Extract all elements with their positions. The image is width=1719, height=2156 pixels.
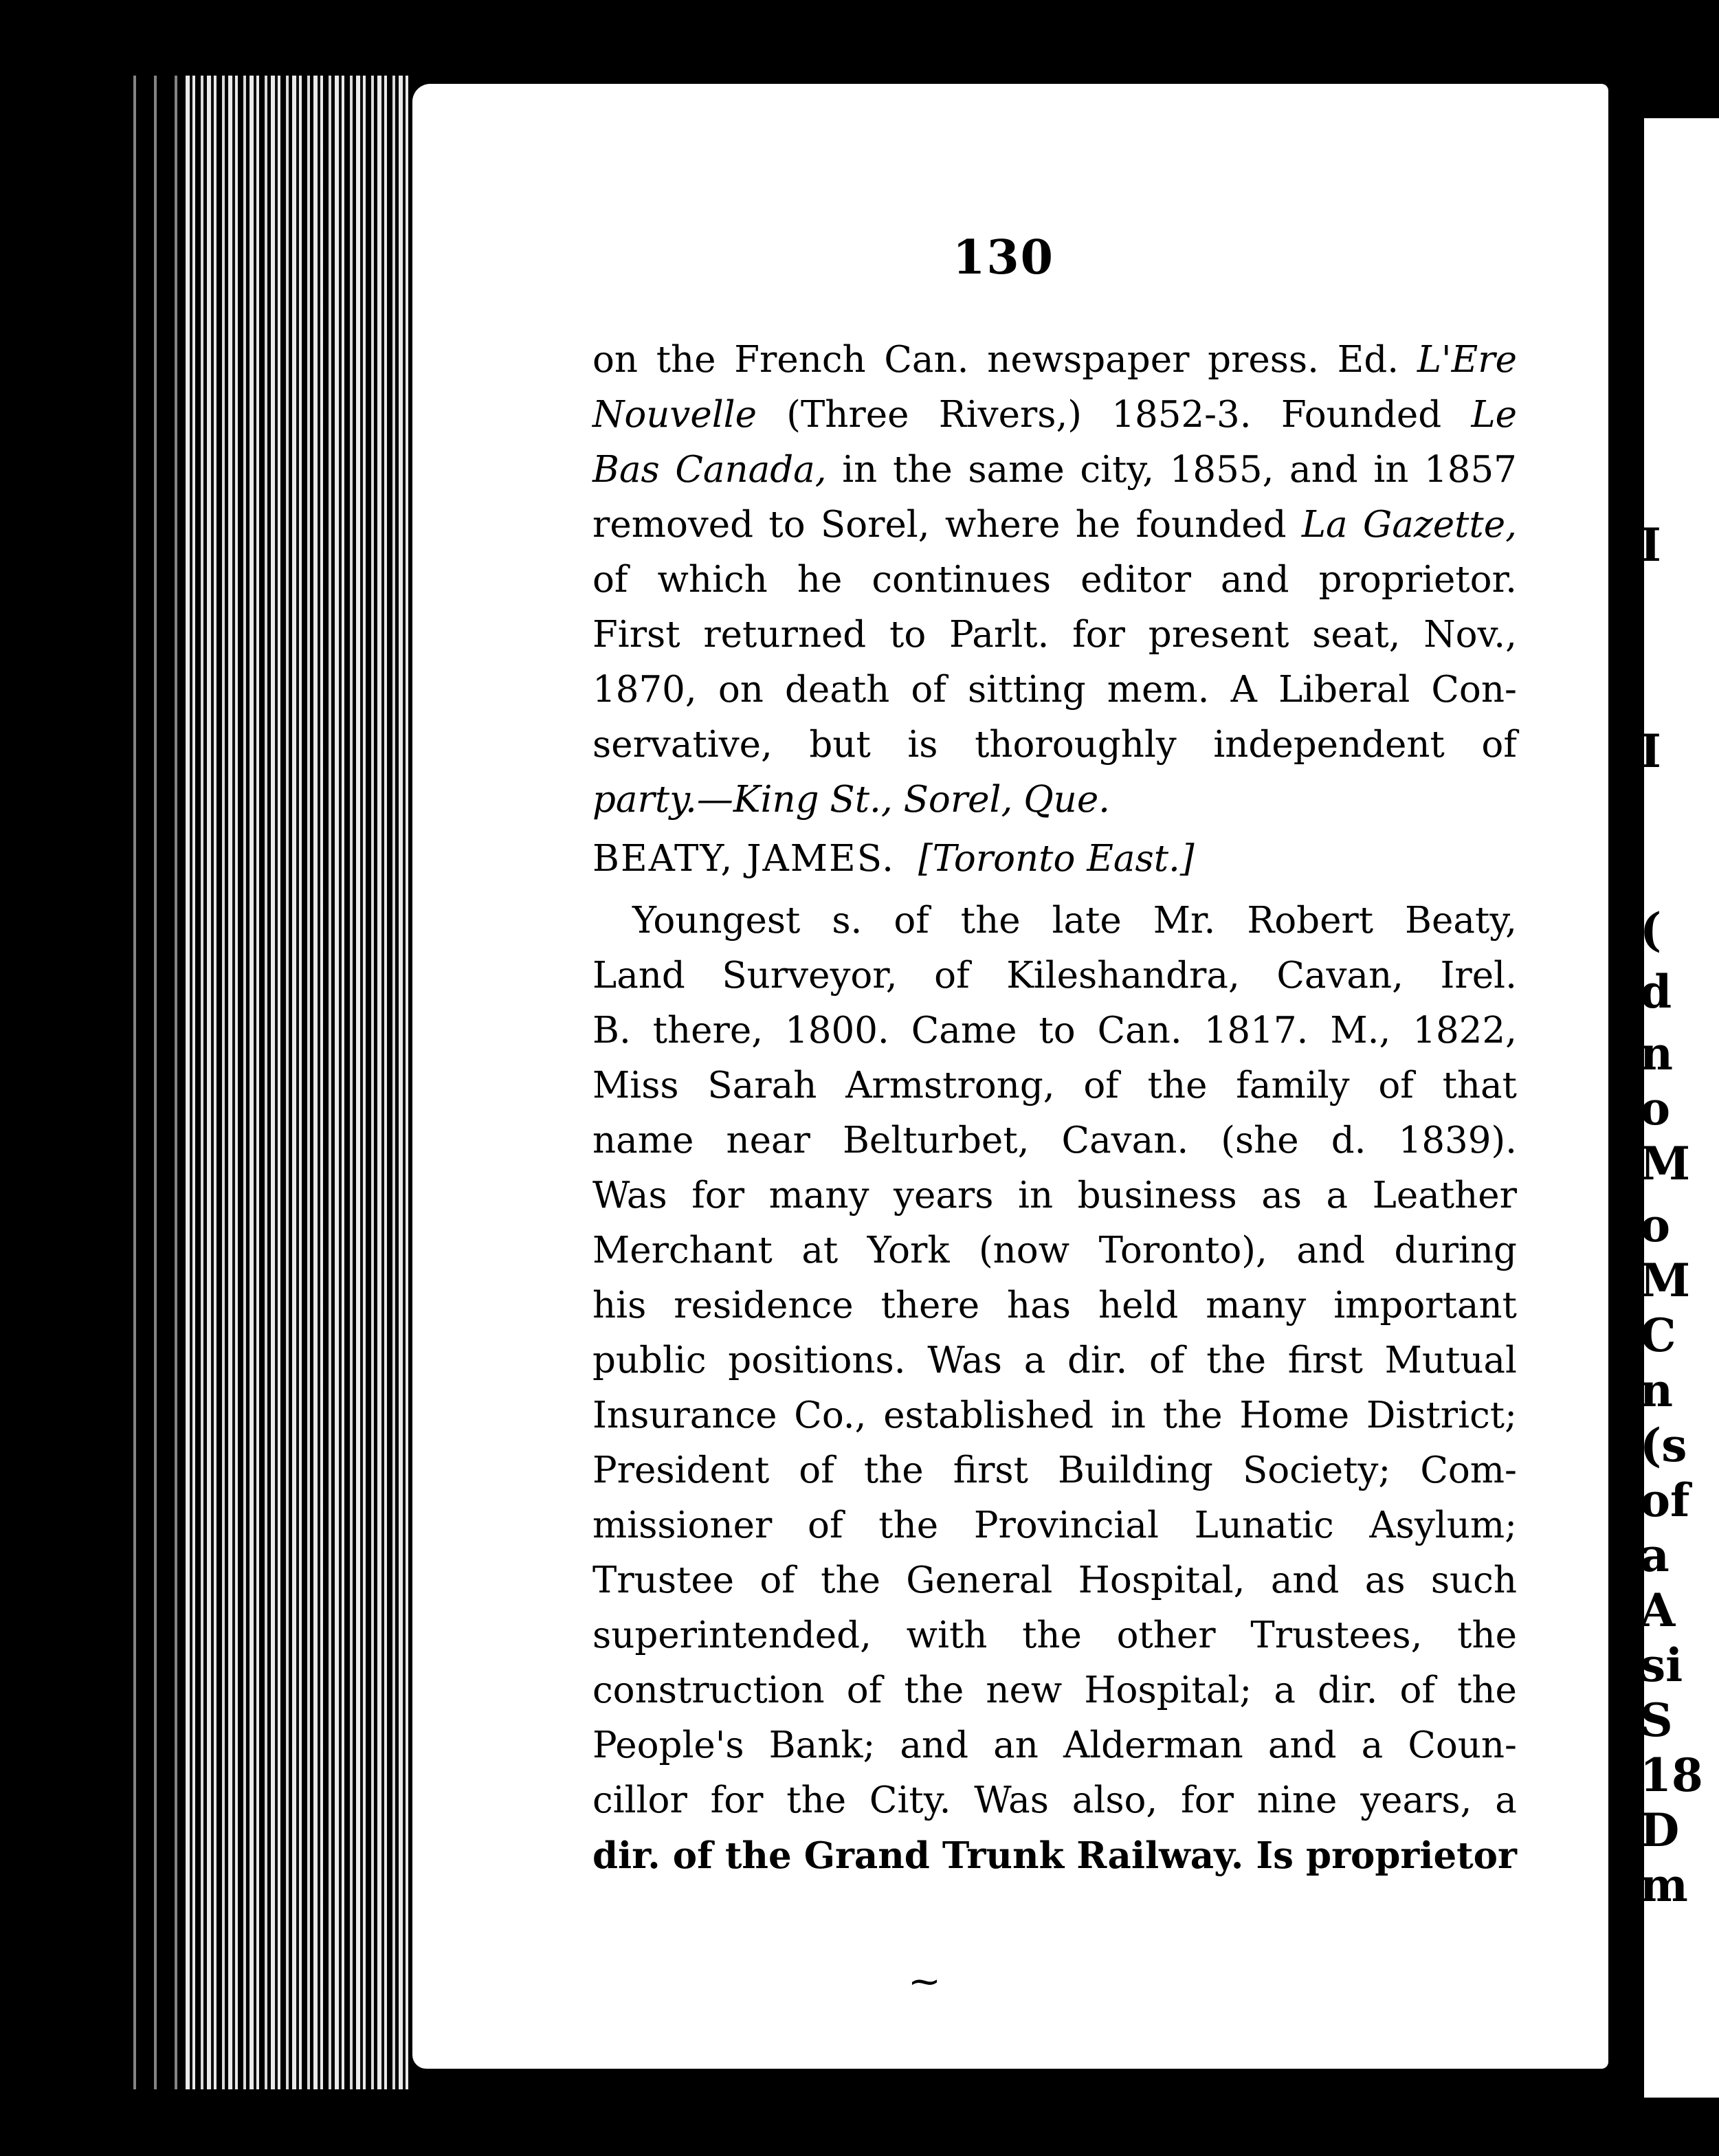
entry-heading xyxy=(592,832,1517,887)
text-line: Bas Canada, in the same city, 1855, and in 1857 xyxy=(592,449,1517,491)
next-page-fragment: n xyxy=(1640,1027,1673,1080)
entry-constituency: [Toronto East.] xyxy=(918,838,1195,880)
page-text xyxy=(592,333,1517,1883)
text-line: on the French Can. newspaper press. Ed. L'Ere xyxy=(592,339,1517,381)
next-page-fragment: m xyxy=(1640,1858,1688,1912)
text-line: missioner of the Provincial Lunatic Asylum; xyxy=(592,1504,1517,1546)
text-line: B. there, 1800. Came to Can. 1817. M., 1822, xyxy=(592,1010,1517,1052)
page-number: 130 xyxy=(953,230,1054,285)
text-line: Miss Sarah Armstrong, of the family of that xyxy=(592,1065,1517,1107)
text-line: Nouvelle (Three Rivers,) 1852-3. Founded Le xyxy=(592,394,1517,436)
text-line: Land Surveyor, of Kileshandra, Cavan, Irel. xyxy=(592,955,1517,997)
text-line: name near Belturbet, Cavan. (she d. 1839). xyxy=(592,1120,1517,1162)
text-line: Trustee of the General Hospital, and as such xyxy=(592,1559,1517,1601)
entry-body xyxy=(592,893,1517,1883)
next-page-fragment: M xyxy=(1640,1254,1691,1307)
text-line: Youngest s. of the late Mr. Robert Beaty, xyxy=(632,900,1517,942)
text-line: party.—King St., Sorel, Que. xyxy=(592,779,1111,821)
text-line: President of the first Building Society; Com- xyxy=(592,1449,1517,1491)
text-line: dir. of the Grand Trunk Railway. Is proprietor xyxy=(592,1834,1517,1877)
entry-name: BEATY, JAMES. xyxy=(592,838,895,880)
text-line: 1870, on death of sitting mem. A Liberal Con- xyxy=(592,669,1517,711)
speck-mark: ⁓ xyxy=(911,1966,938,1998)
next-page-fragment: a xyxy=(1640,1529,1670,1582)
text-line: construction of the new Hospital; a dir. of the xyxy=(592,1669,1517,1711)
text-line: public positions. Was a dir. of the first Mutual xyxy=(592,1340,1517,1381)
next-page-fragment: of xyxy=(1640,1474,1690,1527)
next-page-fragment: 18 xyxy=(1640,1748,1703,1802)
entry-continuation xyxy=(592,333,1517,827)
next-page-fragment: n xyxy=(1640,1364,1673,1417)
text-line: Was for many years in business as a Leather xyxy=(592,1175,1517,1216)
text-line: his residence there has held many important xyxy=(592,1285,1517,1326)
next-page-fragment: ( xyxy=(1640,903,1662,957)
text-line: removed to Sorel, where he founded La Gazette, xyxy=(592,504,1517,546)
page-stack-shadow xyxy=(124,76,189,2089)
next-page-edge xyxy=(1640,118,1719,2098)
text-line: People's Bank; and an Alderman and a Coun- xyxy=(592,1724,1517,1766)
next-page-fragment: M xyxy=(1640,1137,1691,1190)
text-line: First returned to Parlt. for present seat, Nov., xyxy=(592,614,1517,656)
text-line: superintended, with the other Trustees, the xyxy=(592,1614,1517,1656)
next-page-fragment: A xyxy=(1640,1583,1676,1637)
text-line: Merchant at York (now Toronto), and during xyxy=(592,1230,1517,1271)
text-line: of which he continues editor and proprietor. xyxy=(592,559,1517,601)
next-page-fragment: I xyxy=(1640,518,1661,572)
next-page-fragment: si xyxy=(1640,1638,1683,1692)
text-line: servative, but is thoroughly independent of xyxy=(592,724,1517,766)
next-page-fragment: D xyxy=(1640,1803,1680,1857)
next-page-fragment: o xyxy=(1640,1199,1671,1252)
text-line: cillor for the City. Was also, for nine years, a xyxy=(592,1779,1517,1821)
next-page-fragment: C xyxy=(1640,1309,1676,1362)
next-page-fragment: d xyxy=(1640,965,1672,1019)
next-page-fragment: I xyxy=(1640,724,1661,778)
next-page-fragment: (s xyxy=(1640,1419,1687,1472)
text-line: Insurance Co., established in the Home District; xyxy=(592,1394,1517,1436)
book-page-edges xyxy=(186,76,412,2089)
next-page-fragment: o xyxy=(1640,1082,1671,1135)
next-page-fragment: S xyxy=(1640,1693,1673,1747)
